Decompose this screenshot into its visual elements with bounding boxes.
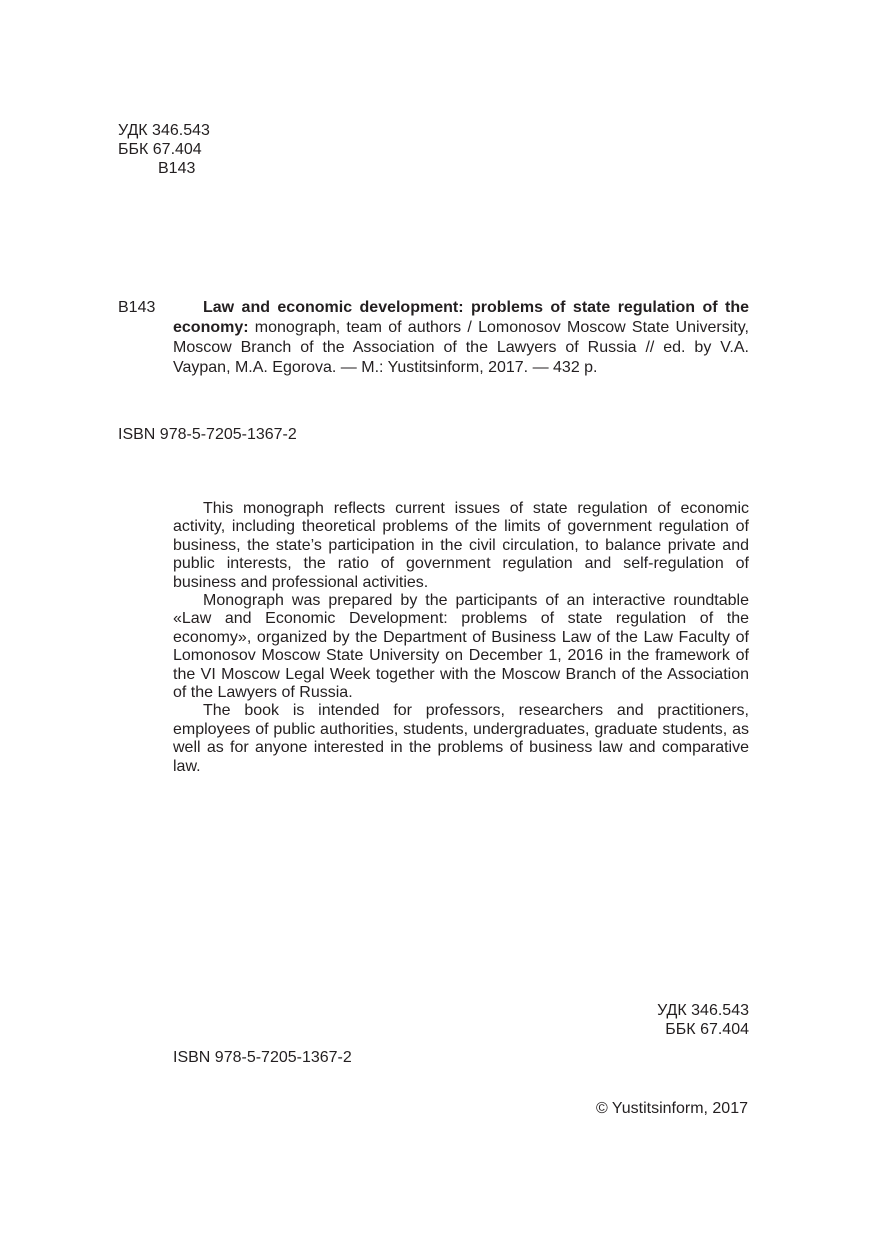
bbk-code: ББК 67.404 <box>665 1021 749 1038</box>
author-mark-code: В143 <box>158 160 196 177</box>
bib-author-mark: В143 <box>118 299 156 316</box>
bbk-code: ББК 67.404 <box>118 141 202 158</box>
udk-code: УДК 346.543 <box>118 122 210 139</box>
classification-codes-top <box>118 121 210 178</box>
copyright-notice: © Yustitsinform, 2017 <box>595 1100 748 1117</box>
isbn-bottom: ISBN 978-5-7205-1367-2 <box>173 1049 352 1066</box>
annotation-paragraph: The book is intended for professors, researchers and practitioners, employees of public authorities, students, undergraduates, graduate students, as well as for anyone interested in the problems of business law and comparative law. <box>173 702 749 775</box>
annotation-paragraph: Monograph was prepared by the participants of an interactive roundtable «Law and Economic Development: problems of state regulation of the economy», organized by the Department of Business Law of the Law Faculty of Lomonosov Moscow State University on December 1, 2016 in the framework of the VI Moscow Legal Week together with the Moscow Branch of the Association of the Lawyers of Russia. <box>173 592 749 702</box>
annotation <box>173 500 749 776</box>
isbn-top: ISBN 978-5-7205-1367-2 <box>118 426 297 443</box>
bibliographic-record <box>173 298 749 378</box>
udk-code: УДК 346.543 <box>657 1002 749 1019</box>
annotation-paragraph: This monograph reflects current issues of state regulation of economic activity, including theoretical problems of the limits of government regulation of business, the state’s participation in the civil circulation, to balance private and public interests, the ratio of government regulation and self-regulation of business and professional activities. <box>173 500 749 591</box>
classification-codes-bottom <box>560 1001 749 1039</box>
book-title: Law and economic development: problems of state regulation of the economy: <box>173 299 749 336</box>
book-description: monograph, team of authors / Lomonosov Moscow State University, Moscow Branch of the Association of the Lawyers of Russia // ed. by V.A. Vaypan, M.A. Egorova. — M.: Yustitsinform, 2017. — 432 p. <box>173 319 749 376</box>
